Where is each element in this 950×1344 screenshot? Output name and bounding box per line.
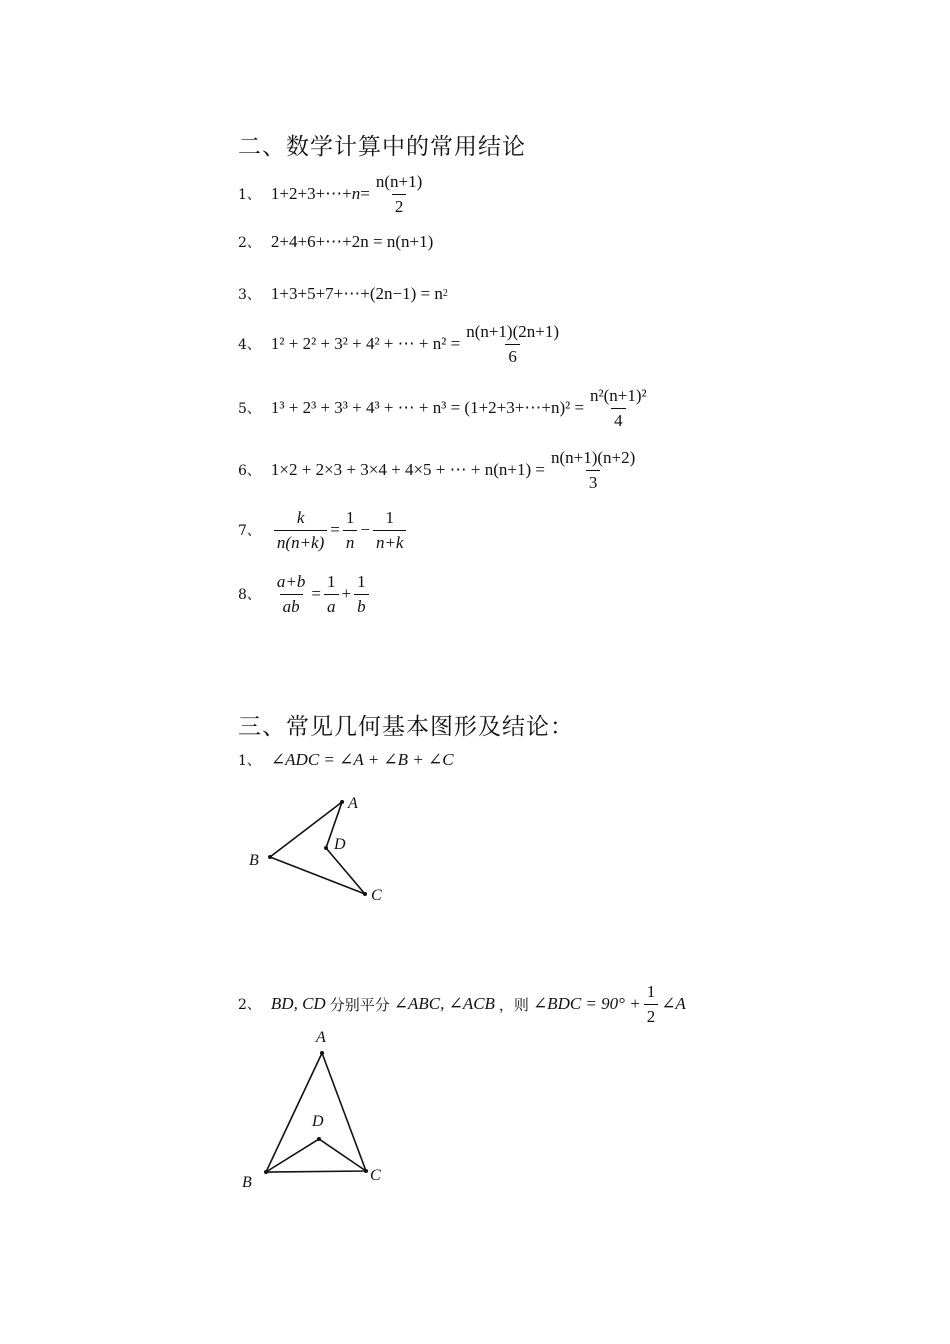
formula-7-f1-den: n(n+k)	[274, 530, 327, 553]
geometry-2	[238, 982, 686, 1026]
formula-7-f3-den: n+k	[373, 530, 407, 553]
formula-4-fraction	[463, 322, 562, 366]
formula-6-fraction	[548, 448, 638, 492]
geometry-2-number: 2、	[238, 997, 261, 1014]
formula-5-denominator: 4	[611, 408, 626, 431]
formula-6-numerator: n(n+1)(n+2)	[550, 448, 636, 467]
geometry-2-f-num: 1	[646, 982, 656, 1001]
formula-8-fraction-3	[354, 572, 369, 616]
geometry-2-result: ∠BDC = 90° +	[532, 994, 641, 1014]
formula-5-number: 5、	[238, 401, 261, 418]
formula-8-op: +	[341, 584, 352, 604]
formula-1-eq: =	[360, 184, 370, 204]
formula-8-number: 8、	[238, 587, 261, 604]
formula-6-number: 6、	[238, 463, 261, 480]
formula-8-eq: =	[311, 584, 321, 604]
formula-3: 3、 1+3+5+7+⋯+(2n−1) = n 2	[238, 284, 448, 303]
formula-8	[238, 572, 372, 616]
formula-7-number: 7、	[238, 523, 261, 540]
formula-1-lhs: 1+2+3+⋯+	[270, 184, 352, 204]
formula-4-text: 1² + 2² + 3² + 4² + ⋯ + n² =	[270, 334, 461, 354]
figure-2-point-c	[364, 1169, 368, 1173]
formula-7-f1-num: k	[296, 508, 305, 527]
section3-heading: 三、常见几何基本图形及结论：	[238, 714, 574, 740]
formula-6-text: 1×2 + 2×3 + 3×4 + 4×5 + ⋯ + n(n+1) =	[270, 460, 545, 480]
formula-7-fraction-2	[343, 508, 358, 552]
formula-4-denominator: 6	[505, 344, 520, 367]
formula-5	[238, 386, 653, 430]
formula-1-fraction	[373, 172, 425, 216]
formula-5-numerator: n²(n+1)²	[590, 386, 647, 405]
figure-2-bisectors	[266, 1139, 366, 1172]
formula-8-fraction-1	[274, 572, 308, 616]
figure-1-point-d	[324, 846, 328, 850]
formula-7	[238, 508, 409, 552]
figure-1-label-c: C	[371, 887, 382, 904]
figure-2-point-b	[264, 1170, 268, 1174]
geometry-2-f-den: 2	[644, 1004, 659, 1027]
formula-5-fraction	[587, 386, 650, 430]
geometry-2-text-zh1: 分别平分	[329, 995, 390, 1014]
figure-2-point-a	[320, 1051, 324, 1055]
formula-8-fraction-2	[324, 572, 339, 616]
figure-2-label-a: A	[316, 1029, 326, 1046]
triangle-bisector-figure	[230, 1025, 410, 1200]
geometry-2-fraction	[644, 982, 659, 1026]
formula-1-number: 1、	[238, 187, 261, 204]
figure-1-point-b	[268, 855, 272, 859]
formula-7-eq: =	[330, 520, 340, 540]
formula-8-f2-num: 1	[327, 572, 336, 591]
geometry-2-angles: ∠ABC, ∠ACB	[393, 994, 495, 1014]
figure-1-label-b: B	[249, 852, 259, 869]
formula-5-text: 1³ + 2³ + 3³ + 4³ + ⋯ + n³ = (1+2+3+⋯+n)² =	[270, 398, 585, 418]
formula-3-number: 3、	[238, 287, 261, 303]
geometry-2-bisectors: BD, CD	[270, 994, 326, 1014]
formula-1	[238, 172, 428, 216]
formula-7-f2-den: n	[343, 530, 358, 553]
formula-7-op: −	[360, 520, 370, 540]
formula-8-f1-den: ab	[280, 594, 303, 617]
geometry-1-text: ∠ADC = ∠A + ∠B + ∠C	[270, 750, 454, 769]
formula-3-text: 1+3+5+7+⋯+(2n−1) = n	[270, 284, 443, 303]
figure-2-label-d: D	[312, 1113, 324, 1130]
figure-1-point-a	[340, 800, 344, 804]
figure-1-outline	[270, 802, 365, 894]
geometry-1	[238, 750, 454, 770]
figure-1-label-d: D	[334, 836, 346, 853]
formula-2-text: 2+4+6+⋯+2n = n(n+1)	[270, 232, 434, 251]
formula-8-f3-den: b	[354, 594, 369, 617]
figure-1-label-a: A	[348, 795, 358, 812]
geometry-2-tail: ∠A	[661, 994, 686, 1014]
concave-quadrilateral-figure	[230, 785, 430, 915]
formula-8-f2-den: a	[324, 594, 339, 617]
figure-2-label-c: C	[370, 1167, 381, 1184]
formula-8-f3-num: 1	[357, 572, 366, 591]
formula-8-f1-num: a+b	[276, 572, 306, 591]
formula-7-fraction-1	[274, 508, 327, 552]
formula-7-f3-num: 1	[385, 508, 394, 527]
formula-7-f2-num: 1	[345, 508, 355, 527]
formula-2	[238, 232, 433, 252]
formula-4-number: 4、	[238, 337, 261, 354]
figure-1-point-c	[363, 892, 367, 896]
formula-2-number: 2、	[238, 235, 261, 251]
figure-2-point-d	[317, 1137, 321, 1141]
geometry-1-number: 1、	[238, 753, 261, 769]
formula-1-lhs-n: n	[351, 184, 361, 204]
formula-6	[238, 448, 641, 492]
formula-1-denominator: 2	[392, 194, 407, 217]
formula-7-fraction-3	[373, 508, 407, 552]
formula-4	[238, 322, 565, 366]
section2-heading: 二、数学计算中的常用结论	[238, 134, 526, 160]
formula-6-denominator: 3	[586, 470, 601, 493]
figure-2-label-b: B	[242, 1174, 252, 1191]
geometry-2-text-zh2: ，则	[498, 995, 529, 1014]
formula-4-numerator: n(n+1)(2n+1)	[466, 322, 560, 341]
formula-1-numerator: n(n+1)	[375, 172, 423, 191]
